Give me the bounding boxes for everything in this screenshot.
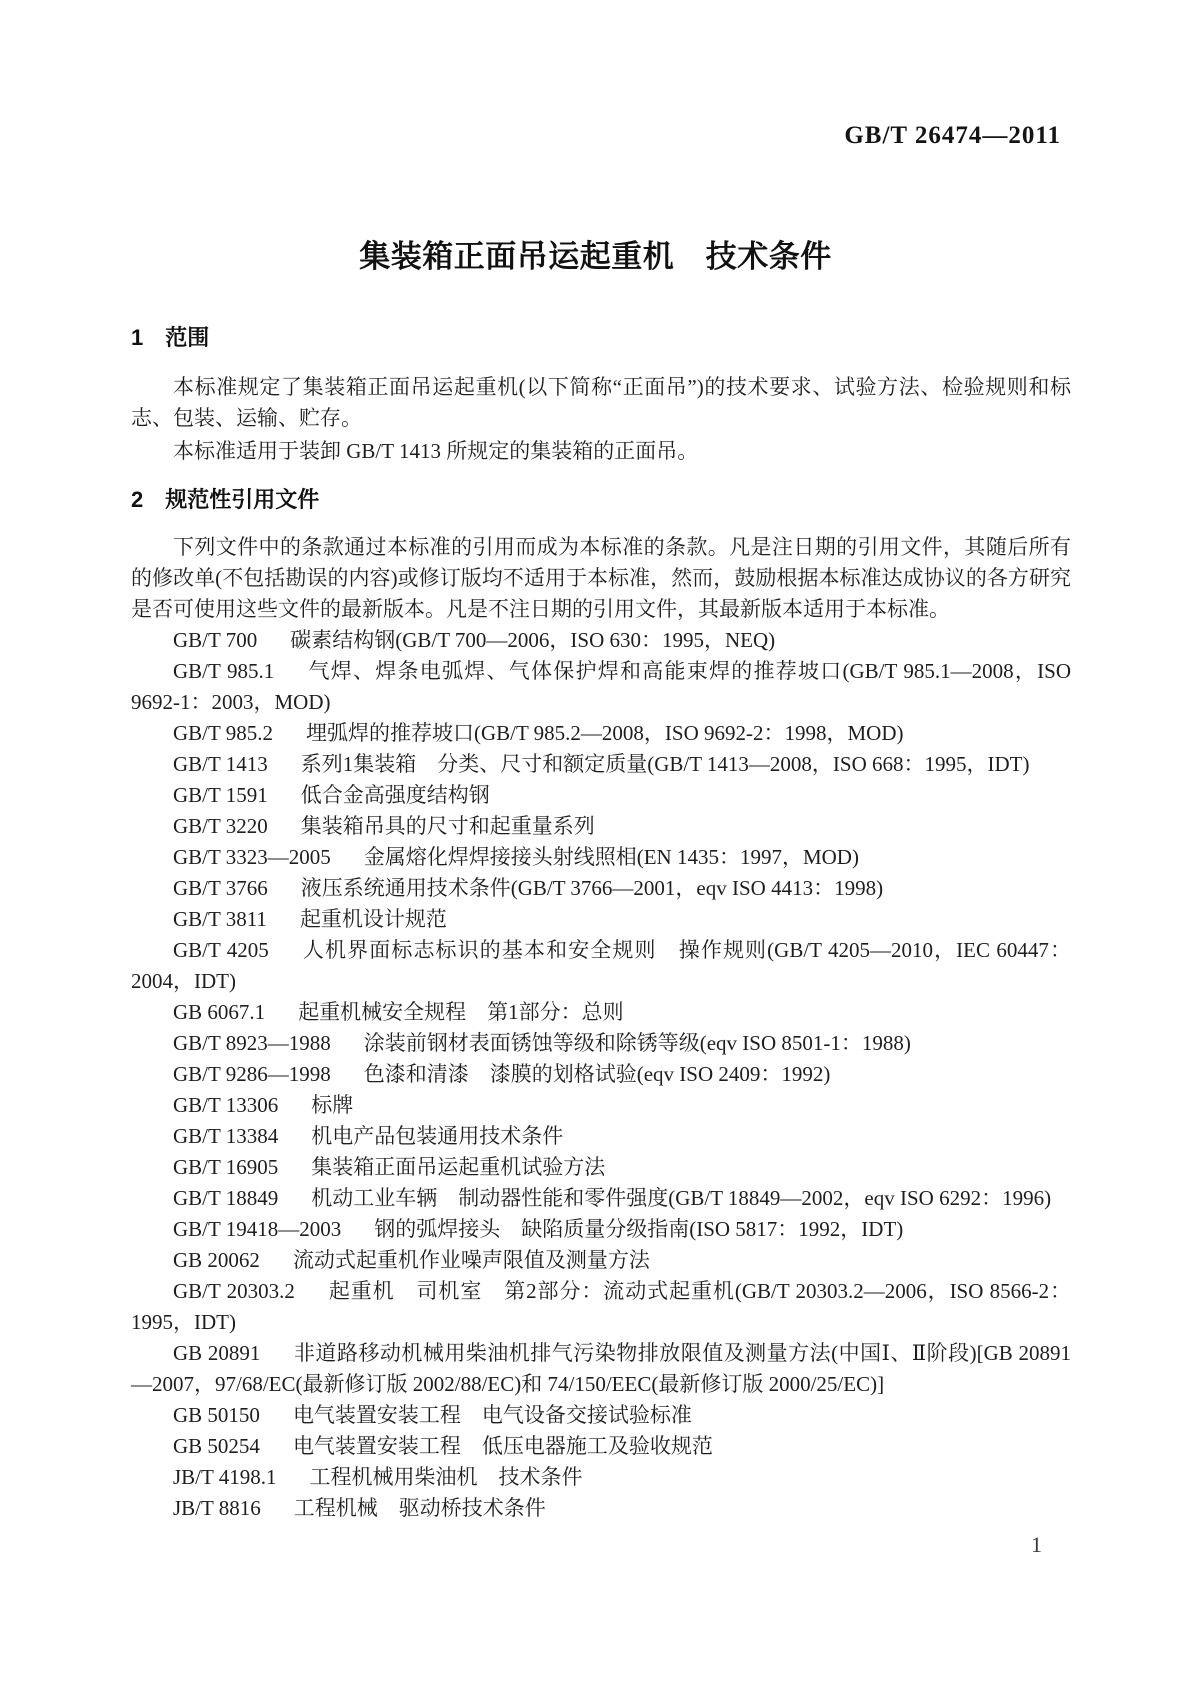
reference-item [131, 904, 1071, 935]
reference-item [131, 1431, 1071, 1462]
reference-title: 人机界面标志标识的基本和安全规则 操作规则(GB/T 4205—2010，IEC 60447：2004，IDT) [131, 938, 1071, 993]
reference-code: GB/T 9286—1998 [173, 1062, 331, 1086]
reference-item [131, 1152, 1071, 1183]
reference-code: GB/T 985.1 [173, 659, 275, 683]
reference-title: 碳素结构钢(GB/T 700—2006，ISO 630：1995，NEQ) [290, 628, 776, 652]
reference-item [131, 718, 1071, 749]
reference-title: 金属熔化焊焊接接头射线照相(EN 1435：1997，MOD) [363, 845, 859, 869]
reference-code: GB/T 1591 [173, 783, 268, 807]
section-1-number: 1 [131, 325, 144, 350]
reference-code: GB 6067.1 [173, 1000, 266, 1024]
reference-title: 流动式起重机作业噪声限值及测量方法 [292, 1248, 650, 1272]
reference-item [131, 1276, 1071, 1338]
references-intro-paragraph: 下列文件中的条款通过本标准的引用而成为本标准的条款。凡是注日期的引用文件，其随后所有的修改单(不包括勘误的内容)或修订版均不适用于本标准，然而，鼓励根据本标准达成协议的各方研究是否可使用这些文件的最新版本。凡是不注日期的引用文件，其最新版本适用于本标准。 [131, 535, 1071, 621]
reference-item [131, 873, 1071, 904]
reference-code: GB/T 3811 [173, 907, 267, 931]
reference-item [131, 1462, 1071, 1493]
reference-code: GB/T 4205 [173, 938, 269, 962]
reference-code: GB/T 8923—1988 [173, 1031, 331, 1055]
reference-code: GB/T 985.2 [173, 721, 273, 745]
reference-title: 液压系统通用技术条件(GB/T 3766—2001，eqv ISO 4413：1998) [300, 876, 884, 900]
reference-item [131, 1121, 1071, 1152]
page-title: 集装箱正面吊运起重机 技术条件 [359, 239, 832, 274]
section-2-number: 2 [131, 487, 144, 512]
section-1-heading [131, 322, 1071, 353]
reference-title: 涂装前钢材表面锈蚀等级和除锈等级(eqv ISO 8501-1：1988) [363, 1031, 911, 1055]
section-1-heading-text: 范围 [165, 325, 210, 350]
reference-item [131, 625, 1071, 656]
reference-title: 低合金高强度结构钢 [300, 783, 490, 807]
reference-code: GB/T 700 [173, 628, 258, 652]
section-2-heading [131, 484, 1071, 515]
standard-code: GB/T 26474—2011 [844, 122, 1061, 149]
reference-title: 工程机械 驱动桥技术条件 [293, 1496, 546, 1520]
reference-code: GB 20891 [173, 1341, 261, 1365]
reference-title: 集装箱吊具的尺寸和起重量系列 [300, 814, 595, 838]
reference-code: JB/T 8816 [173, 1496, 261, 1520]
reference-item [131, 1400, 1071, 1431]
section-2-heading-text: 规范性引用文件 [165, 487, 320, 512]
reference-item [131, 749, 1071, 780]
reference-item [131, 1214, 1071, 1245]
reference-item [131, 1338, 1071, 1400]
reference-code: GB 50254 [173, 1434, 260, 1458]
reference-code: GB 50150 [173, 1403, 260, 1427]
references-list [131, 625, 1071, 1524]
reference-item [131, 1028, 1071, 1059]
reference-title: 起重机设计规范 [299, 907, 447, 931]
reference-item [131, 780, 1071, 811]
reference-item [131, 935, 1071, 997]
reference-item [131, 811, 1071, 842]
reference-item [131, 1090, 1071, 1121]
reference-code: GB/T 13306 [173, 1093, 279, 1117]
reference-code: GB/T 16905 [173, 1155, 279, 1179]
document-body [131, 0, 1071, 1524]
reference-item [131, 1183, 1071, 1214]
reference-item [131, 1059, 1071, 1090]
reference-title: 工程机械用柴油机 技术条件 [309, 1465, 583, 1489]
reference-code: GB/T 3220 [173, 814, 268, 838]
reference-title: 机电产品包装通用技术条件 [311, 1124, 564, 1148]
reference-title: 标牌 [311, 1093, 354, 1117]
reference-title: 钢的弧焊接头 缺陷质量分级指南(ISO 5817：1992，IDT) [374, 1217, 904, 1241]
reference-code: GB/T 18849 [173, 1186, 279, 1210]
reference-code: GB 20062 [173, 1248, 260, 1272]
page-number: 1 [1031, 1532, 1042, 1557]
reference-title: 起重机 司机室 第2部分：流动式起重机(GB/T 20303.2—2006，ISO 8566-2：1995，IDT) [131, 1279, 1071, 1334]
reference-title: 气焊、焊条电弧焊、气体保护焊和高能束焊的推荐坡口(GB/T 985.1—2008，ISO 9692-1：2003，MOD) [131, 659, 1071, 714]
scope-paragraph-2: 本标准适用于装卸 GB/T 1413 所规定的集装箱的正面吊。 [173, 439, 699, 463]
reference-code: GB/T 3766 [173, 876, 268, 900]
reference-title: 起重机械安全规程 第1部分：总则 [298, 1000, 624, 1024]
reference-code: GB/T 3323—2005 [173, 845, 331, 869]
reference-title: 系列1集装箱 分类、尺寸和额定质量(GB/T 1413—2008，ISO 668：1995，IDT) [300, 752, 1030, 776]
reference-item [131, 656, 1071, 718]
reference-title: 埋弧焊的推荐坡口(GB/T 985.2—2008，ISO 9692-2：1998，MOD) [305, 721, 904, 745]
reference-title: 非道路移动机械用柴油机排气污染物排放限值及测量方法(中国Ⅰ、Ⅱ阶段)[GB 20891—2007，97/68/EC(最新修订版 2002/88/EC)和 74/150/EEC(最新修订版 2000/25/EC)] [131, 1341, 1071, 1396]
reference-title: 色漆和清漆 漆膜的划格试验(eqv ISO 2409：1992) [363, 1062, 831, 1086]
scope-paragraph-1: 本标准规定了集装箱正面吊运起重机(以下简称“正面吊”)的技术要求、试验方法、检验规则和标志、包装、运输、贮存。 [131, 375, 1071, 430]
reference-title: 电气装置安装工程 低压电器施工及验收规范 [292, 1434, 713, 1458]
reference-item [131, 1245, 1071, 1276]
reference-title: 电气装置安装工程 电气设备交接试验标准 [292, 1403, 692, 1427]
reference-code: JB/T 4198.1 [173, 1465, 277, 1489]
reference-code: GB/T 19418—2003 [173, 1217, 342, 1241]
reference-code: GB/T 13384 [173, 1124, 279, 1148]
reference-item [131, 997, 1071, 1028]
reference-title: 机动工业车辆 制动器性能和零件强度(GB/T 18849—2002，eqv ISO 6292：1996) [311, 1186, 1052, 1210]
reference-item [131, 842, 1071, 873]
reference-title: 集装箱正面吊运起重机试验方法 [311, 1155, 606, 1179]
reference-code: GB/T 20303.2 [173, 1279, 295, 1303]
reference-item [131, 1493, 1071, 1524]
reference-code: GB/T 1413 [173, 752, 268, 776]
